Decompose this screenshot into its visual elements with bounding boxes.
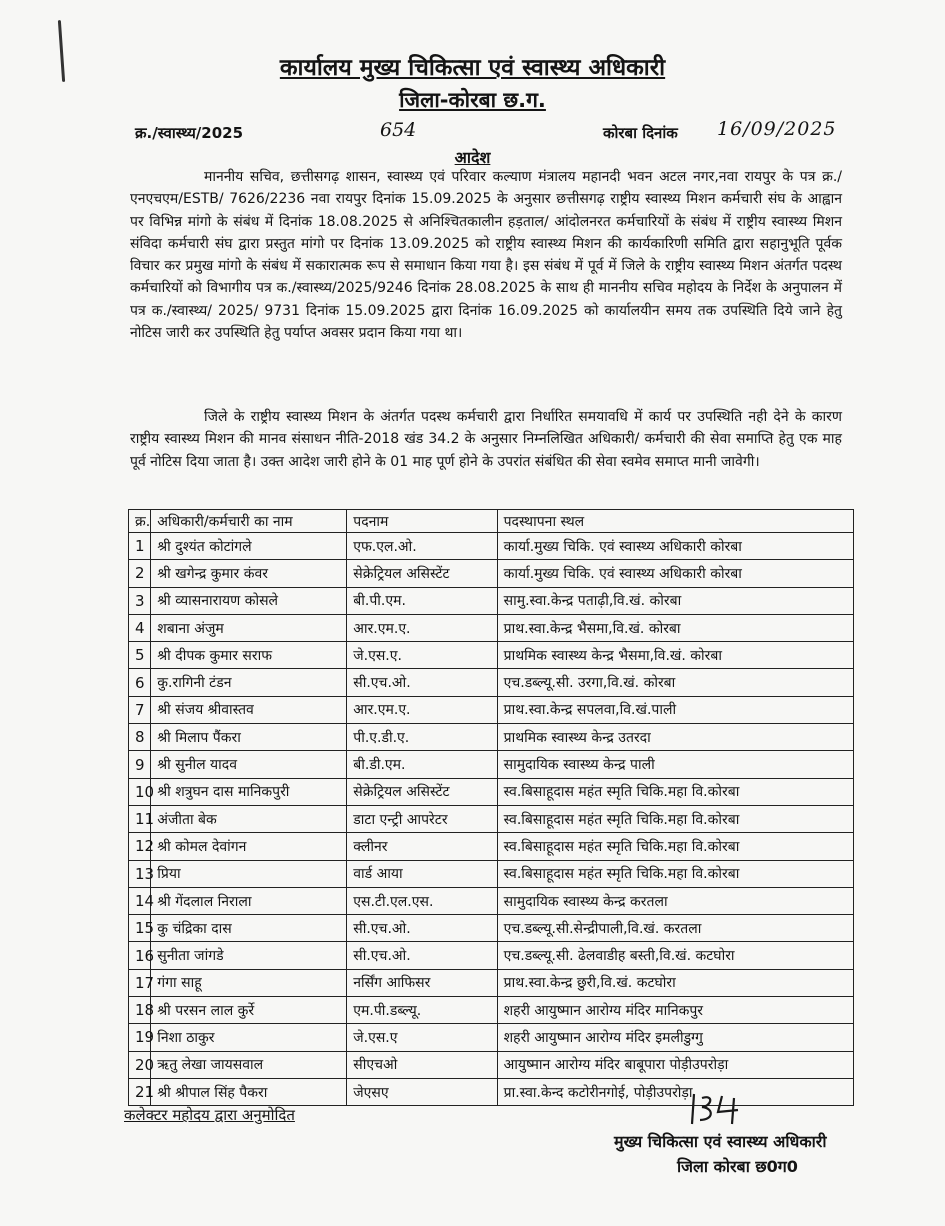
table-header-row <box>129 510 854 533</box>
posting-cell: प्राथ.स्वा.केन्द्र भैसमा,वि.खं. कोरबा <box>497 614 853 641</box>
serial-cell: 11 <box>129 805 151 832</box>
serial-cell: 20 <box>129 1051 151 1078</box>
date-handwritten: 16/09/2025 <box>717 118 837 140</box>
posting-cell: कार्या.मुख्य चिकि. एवं स्वास्थ्य अधिकारी कोरबा <box>497 533 853 560</box>
name-cell: कु.रागिनी टंडन <box>151 669 347 696</box>
designation-cell: वार्ड आया <box>347 860 497 887</box>
header-serial: क्र. <box>129 510 151 533</box>
designation-cell: पी.ए.डी.ए. <box>347 724 497 751</box>
serial-cell: 12 <box>129 833 151 860</box>
designation-cell: आर.एम.ए. <box>347 614 497 641</box>
collector-approval-note: कलेक्टर महोदय द्वारा अनुमोदित <box>124 1106 295 1124</box>
table-body <box>129 533 854 1106</box>
posting-cell: प्राथ.स्वा.केन्द्र छुरी,वि.खं. कटघोरा <box>497 969 853 996</box>
designation-cell: सी.एच.ओ. <box>347 942 497 969</box>
designation-cell: जे.एस.ए. <box>347 642 497 669</box>
name-cell: श्री शत्रुघन दास मानिकपुरी <box>151 778 347 805</box>
serial-cell: 5 <box>129 642 151 669</box>
table-row <box>129 887 854 914</box>
serial-cell: 2 <box>129 560 151 587</box>
posting-cell: सामुदायिक स्वास्थ्य केन्द्र करतला <box>497 887 853 914</box>
serial-cell: 16 <box>129 942 151 969</box>
table-row <box>129 860 854 887</box>
signatory-district: जिला कोरबा छ0ग0 <box>677 1157 798 1176</box>
posting-cell: स्व.बिसाहूदास महंत स्मृति चिकि.महा वि.कोरबा <box>497 778 853 805</box>
header-name: अधिकारी/कर्मचारी का नाम <box>151 510 347 533</box>
staff-table <box>128 509 854 1106</box>
table-row <box>129 533 854 560</box>
designation-cell: सीएचओ <box>347 1051 497 1078</box>
designation-cell: एस.टी.एल.एस. <box>347 887 497 914</box>
designation-cell: सेक्रेट्रियल असिस्टेंट <box>347 560 497 587</box>
serial-cell: 15 <box>129 915 151 942</box>
paragraph-1: माननीय सचिव, छत्तीसगढ़ शासन, स्वास्थ्य एवं परिवार कल्याण मंत्रालय महानदी भवन अटल नगर,नवा रायपुर के पत्र क्र./एनएचएम/ESTB/ 7626/2236 नवा रायपुर दिनांक 15.09.2025 के अनुसार छत्तीसगढ़ राष्ट्रीय स्वास्थ्य मिशन कर्मचारी संघ के आह्वान पर विभिन्न मांगो के संबंध में दिनांक 18.08.2025 से अनिश्चितकालीन हड़ताल/ आंदोलनरत कर्मचारियों के संबंध में राष्ट्रीय स्वास्थ्य मिशन संविदा कर्मचारी संघ द्वारा प्रस्तुत मांगो पर दिनांक 13.09.2025 को राष्ट्रीय स्वास्थ्य मिशन की कार्यकारिणी समिति द्वारा सहानुभूति पूर्वक विचार कर प्रमुख मांगो के संबंध में सकारात्मक रूप से समाधान किया गया है। इस संबंध में पूर्व में जिले के राष्ट्रीय स्वास्थ्य मिशन अंतर्गत पदस्थ कर्मचारियों को विभागीय पत्र क./स्वास्थ्य/2025/9246 दिनांक 28.08.2025 के साथ ही माननीय सचिव महोदय के निर्देश के अनुपालन में पत्र क./स्वास्थ्य/ 2025/ 9731 दिनांक 15.09.2025 द्वारा दिनांक 16.09.2025 को कार्यालयीन समय तक उपस्थिति दिये जाने हेतु नोटिस जारी कर उपस्थिति हेतु पर्याप्त अवसर प्रदान किया गया था। <box>130 169 842 342</box>
posting-cell: एच.डब्ल्यू.सी. ढेलवाडीह बस्ती,वि.खं. कटघोरा <box>497 942 853 969</box>
posting-cell: शहरी आयुष्मान आरोग्य मंदिर मानिकपुर <box>497 997 853 1024</box>
name-cell: सुनीता जांगडे <box>151 942 347 969</box>
order-title: आदेश <box>454 148 491 167</box>
paragraph-2: जिले के राष्ट्रीय स्वास्थ्य मिशन के अंतर्गत पदस्थ कर्मचारी द्वारा निर्धारित समयावधि में कार्य पर उपस्थिति नही देने के कारण राष्ट्रीय स्वास्थ्य मिशन की मानव संसाधन नीति-2018 खंड 34.2 के अनुसार निम्नलिखित अधिकारी/ कर्मचारी की सेवा समाप्ति हेतु एक माह पूर्व नोटिस दिया जाता है। उक्त आदेश जारी होने के 01 माह पूर्ण होने के उपरांत संबंधित की सेवा स्वमेव समाप्त मानी जावेगी। <box>130 409 842 470</box>
table-row <box>129 669 854 696</box>
name-cell: श्री खगेन्द्र कुमार कंवर <box>151 560 347 587</box>
name-cell: श्री मिलाप पैंकरा <box>151 724 347 751</box>
serial-cell: 18 <box>129 997 151 1024</box>
designation-cell: सी.एच.ओ. <box>347 915 497 942</box>
district-title: जिला-कोरबा छ.ग. <box>399 88 546 112</box>
designation-cell: बी.डी.एम. <box>347 751 497 778</box>
name-cell: श्री सुनील यादव <box>151 751 347 778</box>
reference-number-label: क्र./स्वास्थ्य/2025 <box>135 124 244 142</box>
header-designation: पदनाम <box>347 510 497 533</box>
posting-cell: एच.डब्ल्यू.सी.सेन्द्रीपाली,वि.खं. करतला <box>497 915 853 942</box>
table-row <box>129 942 854 969</box>
name-cell: श्री श्रीपाल सिंह पैकरा <box>151 1078 347 1105</box>
name-cell: श्री दीपक कुमार सराफ <box>151 642 347 669</box>
designation-cell: नर्सिंग आफिसर <box>347 969 497 996</box>
table-row <box>129 1051 854 1078</box>
name-cell: शबाना अंजुम <box>151 614 347 641</box>
name-cell: श्री कोमल देवांगन <box>151 833 347 860</box>
name-cell: श्री गेंदलाल निराला <box>151 887 347 914</box>
table-row <box>129 642 854 669</box>
table-row <box>129 997 854 1024</box>
table-row <box>129 587 854 614</box>
posting-cell: प्राथमिक स्वास्थ्य केन्द्र उतरदा <box>497 724 853 751</box>
posting-cell: प्रा.स्वा.केन्द कटोरीनगोई, पोड़ीउपरोड़ा <box>497 1078 853 1105</box>
name-cell: श्री व्यासनारायण कोसले <box>151 587 347 614</box>
posting-cell: सामुदायिक स्वास्थ्य केन्द्र पाली <box>497 751 853 778</box>
serial-cell: 1 <box>129 533 151 560</box>
date-label: कोरबा दिनांक <box>603 124 678 142</box>
designation-cell: सी.एच.ओ. <box>347 669 497 696</box>
name-cell: निशा ठाकुर <box>151 1024 347 1051</box>
designation-cell: सेक्रेट्रियल असिस्टेंट <box>347 778 497 805</box>
name-cell: ऋतु लेखा जायसवाल <box>151 1051 347 1078</box>
table-row <box>129 778 854 805</box>
name-cell: गंगा साहू <box>151 969 347 996</box>
serial-cell: 4 <box>129 614 151 641</box>
table-row <box>129 805 854 832</box>
header-posting-place: पदस्थापना स्थल <box>497 510 853 533</box>
table-row <box>129 1024 854 1051</box>
serial-cell: 7 <box>129 696 151 723</box>
serial-cell: 21 <box>129 1078 151 1105</box>
posting-cell: सामु.स्वा.केन्द्र पताढ़ी,वि.खं. कोरबा <box>497 587 853 614</box>
serial-cell: 6 <box>129 669 151 696</box>
designation-cell: जे.एस.ए <box>347 1024 497 1051</box>
table-row <box>129 724 854 751</box>
designation-cell: जेएसए <box>347 1078 497 1105</box>
designation-cell: डाटा एन्ट्री आपरेटर <box>347 805 497 832</box>
serial-cell: 10 <box>129 778 151 805</box>
posting-cell: शहरी आयुष्मान आरोग्य मंदिर इमलीडुग्गु <box>497 1024 853 1051</box>
designation-cell: आर.एम.ए. <box>347 696 497 723</box>
serial-cell: 8 <box>129 724 151 751</box>
name-cell: श्री संजय श्रीवास्तव <box>151 696 347 723</box>
signature-mark <box>688 1090 748 1130</box>
reference-number-handwritten: 654 <box>380 119 417 141</box>
posting-cell: स्व.बिसाहूदास महंत स्मृति चिकि.महा वि.कोरबा <box>497 833 853 860</box>
designation-cell: क्लीनर <box>347 833 497 860</box>
table-row <box>129 833 854 860</box>
table-row <box>129 969 854 996</box>
designation-cell: एम.पी.डब्ल्यू. <box>347 997 497 1024</box>
serial-cell: 9 <box>129 751 151 778</box>
posting-cell: एच.डब्ल्यू.सी. उरगा,वि.खं. कोरबा <box>497 669 853 696</box>
posting-cell: स्व.बिसाहूदास महंत स्मृति चिकि.महा वि.कोरबा <box>497 860 853 887</box>
serial-cell: 14 <box>129 887 151 914</box>
serial-cell: 17 <box>129 969 151 996</box>
name-cell: श्री परसन लाल कुर्रे <box>151 997 347 1024</box>
designation-cell: एफ.एल.ओ. <box>347 533 497 560</box>
serial-cell: 19 <box>129 1024 151 1051</box>
office-title: कार्यालय मुख्य चिकित्सा एवं स्वास्थ्य अधिकारी <box>279 55 666 81</box>
posting-cell: कार्या.मुख्य चिकि. एवं स्वास्थ्य अधिकारी कोरबा <box>497 560 853 587</box>
signatory-designation: मुख्य चिकित्सा एवं स्वास्थ्य अधिकारी <box>614 1132 827 1151</box>
name-cell: श्री दुश्यंत कोटांगले <box>151 533 347 560</box>
designation-cell: बी.पी.एम. <box>347 587 497 614</box>
posting-cell: स्व.बिसाहूदास महंत स्मृति चिकि.महा वि.कोरबा <box>497 805 853 832</box>
table-row <box>129 614 854 641</box>
name-cell: कु चंद्रिका दास <box>151 915 347 942</box>
serial-cell: 3 <box>129 587 151 614</box>
name-cell: अंजीता बेक <box>151 805 347 832</box>
posting-cell: प्राथमिक स्वास्थ्य केन्द्र भैसमा,वि.खं. कोरबा <box>497 642 853 669</box>
posting-cell: प्राथ.स्वा.केन्द्र सपलवा,वि.खं.पाली <box>497 696 853 723</box>
serial-cell: 13 <box>129 860 151 887</box>
name-cell: प्रिया <box>151 860 347 887</box>
posting-cell: आयुष्मान आरोग्य मंदिर बाबूपारा पोड़ीउपरोड़ा <box>497 1051 853 1078</box>
table-row <box>129 560 854 587</box>
table-row <box>129 751 854 778</box>
table-row <box>129 696 854 723</box>
reference-line <box>135 118 855 145</box>
table-row <box>129 915 854 942</box>
